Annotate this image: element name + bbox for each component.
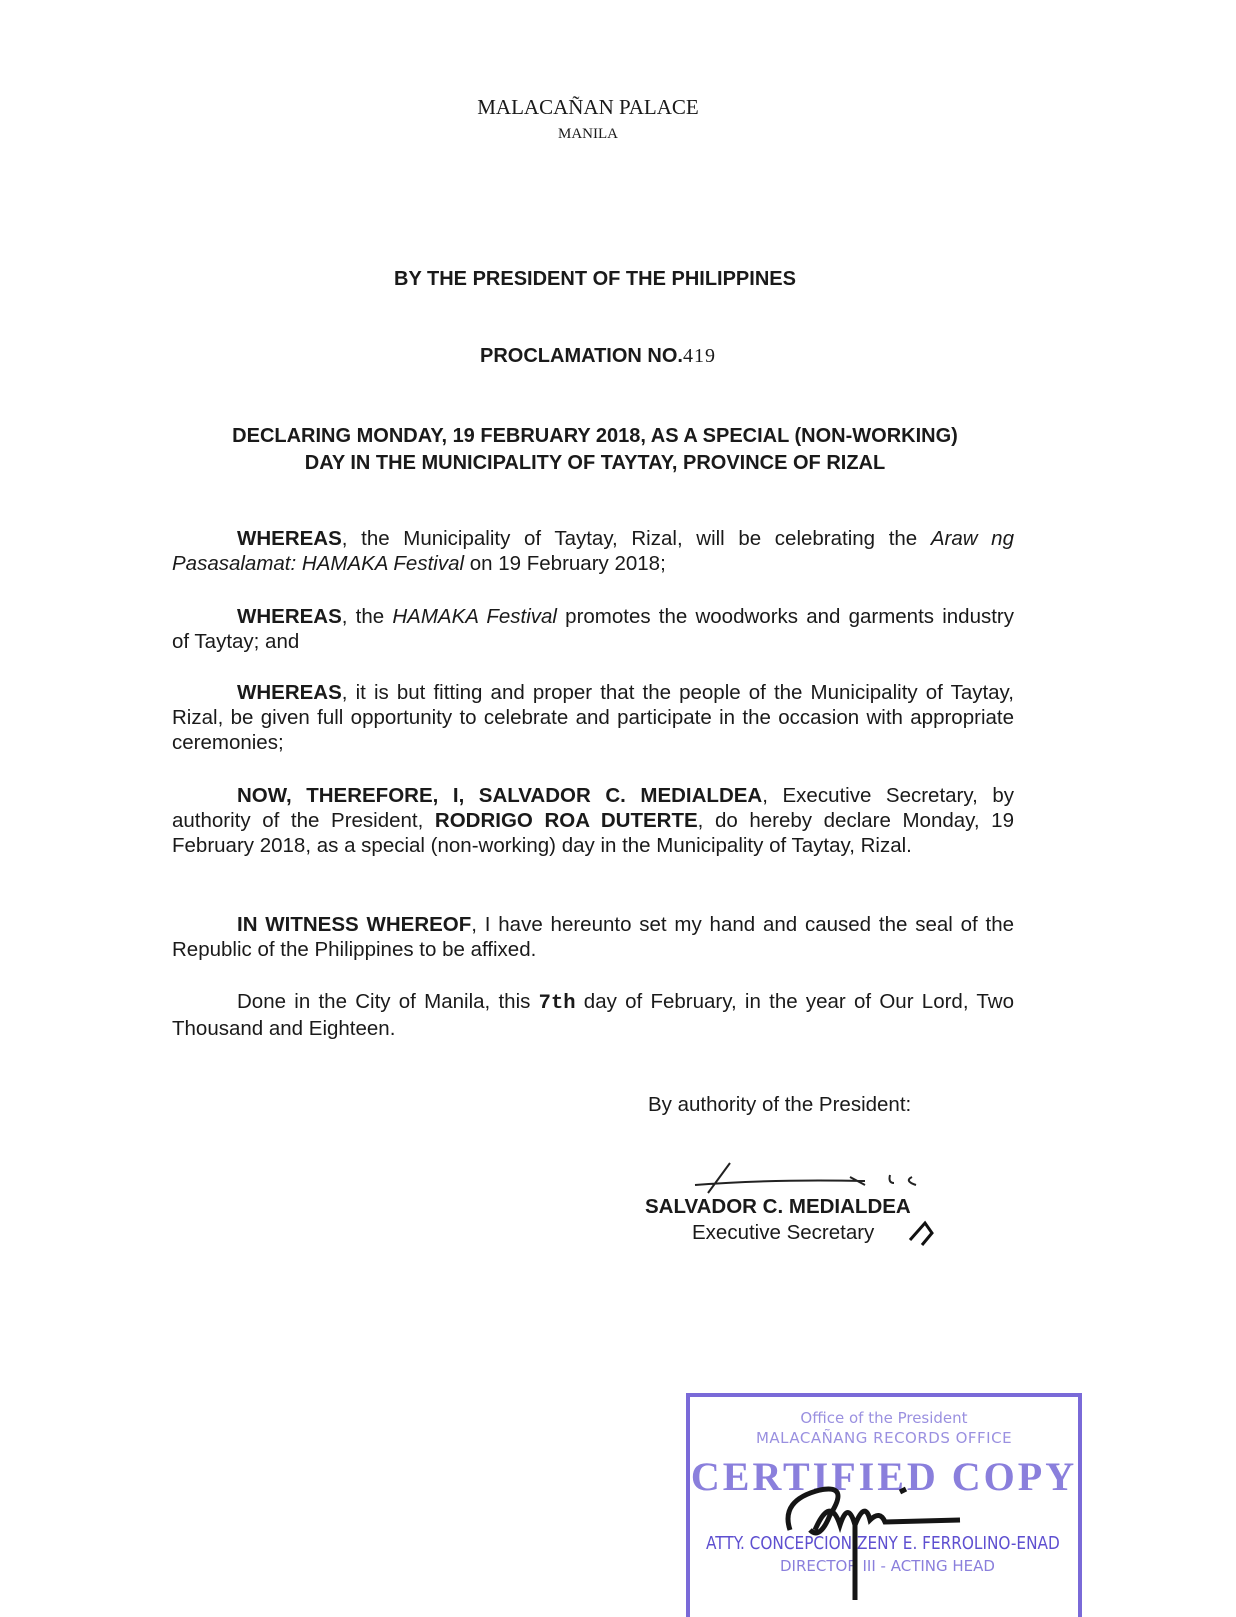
whereas-paragraph-2 xyxy=(172,604,1014,654)
keyword: IN WITNESS WHEREOF xyxy=(237,913,472,936)
keyword: NOW, THEREFORE, I, SALVADOR C. MEDIALDEA xyxy=(237,784,763,807)
document-title xyxy=(150,423,1040,477)
letterhead-city: MANILA xyxy=(558,126,618,142)
declaration-paragraph xyxy=(172,783,1014,858)
signatory-name: SALVADOR C. MEDIALDEA xyxy=(645,1195,911,1218)
stamp-signature xyxy=(760,1470,1000,1600)
text: , the Municipality of Taytay, Rizal, will be celebrating the xyxy=(341,527,931,550)
stamp-office: Office of the President xyxy=(800,1409,968,1427)
text: , do hereby declare Monday, 19 February 2018, as a special (non-working) day in the Municipality of Taytay, Rizal. xyxy=(172,809,1014,857)
text: , the xyxy=(341,605,393,628)
whereas-paragraph-3 xyxy=(172,680,1014,755)
whereas-paragraph-1 xyxy=(172,526,1014,576)
title-line-1: DECLARING MONDAY, 19 FEBRUARY 2018, AS A SPECIAL (NON-WORKING) xyxy=(232,425,958,447)
proclamation-no: 419 xyxy=(682,345,716,367)
witness-paragraph xyxy=(172,912,1014,962)
stamp-certified-copy: CERTIFIED COPY xyxy=(690,1454,1078,1499)
issuer-heading: BY THE PRESIDENT OF THE PHILIPPINES xyxy=(394,268,796,290)
done-paragraph xyxy=(172,989,1014,1041)
stamp-records-office: MALACAÑANG RECORDS OFFICE xyxy=(755,1429,1013,1447)
stamp-signatory: ATTY. CONCEPCION ZENY E. FERROLINO-ENAD xyxy=(706,1533,1060,1554)
by-authority-label: By authority of the President: xyxy=(648,1093,912,1116)
signatory-position: Executive Secretary xyxy=(692,1221,875,1244)
keyword: WHEREAS xyxy=(237,605,342,628)
text: , I have hereunto set my hand and caused the seal of the Republic of the Philippines to be affixed. xyxy=(172,913,1014,961)
text: promotes the woodworks and garments industry of Taytay; and xyxy=(172,605,1014,653)
event-name: Araw ng Pasasalamat: HAMAKA Festival xyxy=(172,527,1014,575)
keyword: WHEREAS xyxy=(237,681,342,704)
letterhead-palace: MALACAÑAN PALACE xyxy=(477,95,699,119)
proclamation-label: PROCLAMATION NO. xyxy=(480,345,683,367)
title-line-2: DAY IN THE MUNICIPALITY OF TAYTAY, PROVINCE OF RIZAL xyxy=(304,452,886,474)
text: on 19 February 2018; xyxy=(464,552,666,575)
text: Done in the City of Manila, this xyxy=(237,990,539,1013)
stamp-position: DIRECTOR III - ACTING HEAD xyxy=(780,1557,995,1575)
text: day of February, in the year of Our Lord, Two Thousand and Eighteen. xyxy=(172,990,1014,1040)
proclamation-number xyxy=(480,345,716,368)
text: , Executive Secretary, by authority of the President, xyxy=(172,784,1015,832)
keyword: WHEREAS xyxy=(237,527,342,550)
event-name: HAMAKA Festival xyxy=(392,605,557,628)
text: , it is but fitting and proper that the people of the Municipality of Taytay, Rizal, be given full opportunity to celebrate and participate in the occasion with appropriate ceremonies; xyxy=(172,681,1014,754)
president-name: RODRIGO ROA DUTERTE xyxy=(434,809,698,832)
day: 7th xyxy=(538,992,576,1015)
